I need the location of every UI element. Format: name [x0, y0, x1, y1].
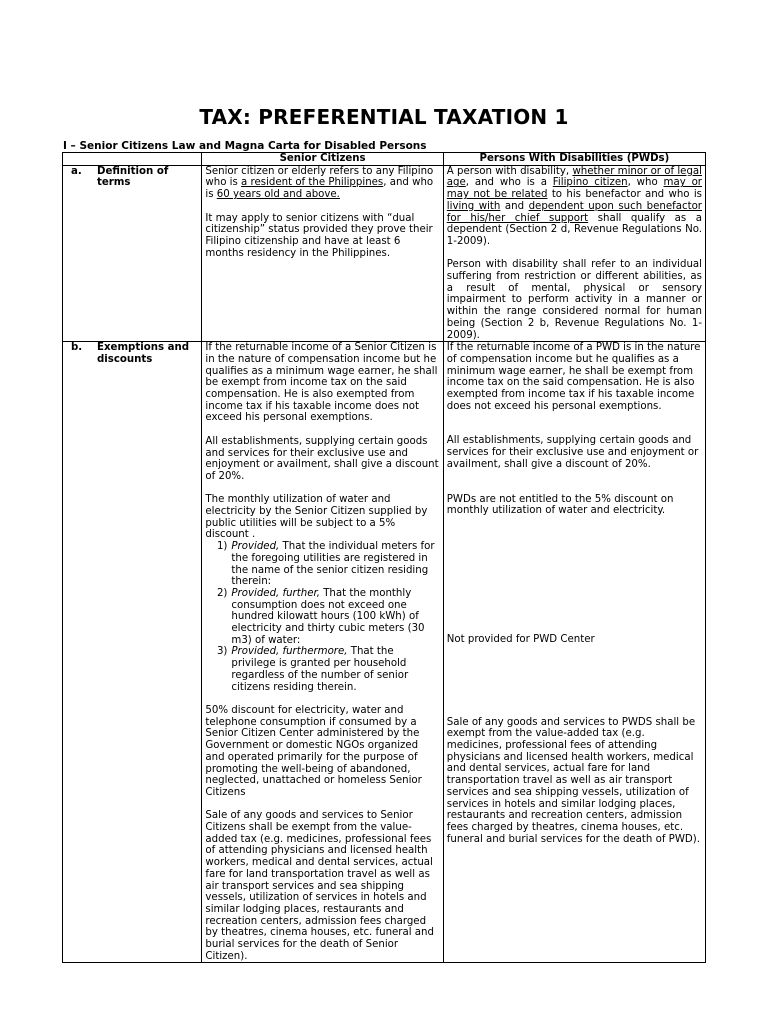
- pwd-exemptions-cell: [443, 342, 705, 963]
- header-pwds: Persons With Disabilities (PWDs): [443, 153, 705, 166]
- senior-vat-paragraph: Sale of any goods and services to Senior Citizens shall be exempt from the value-added tax (e.g. medicines, professional fees of attending physicians and licensed health workers, medical and dental services, actual fare for land transportation travel as well as air transport services and sea shipping vessels, utilization of services in hotels and similar lodging places, restaurants and recreation centers, admission fees charged by theatres, cinema houses, etc. funeral and burial services for the death of Senior Citizen).: [205, 810, 434, 962]
- pwd-dependent-paragraph: A person with disability, whether minor or of legal age, and who is a Filipino citizen, who may or may not be related to his benefactor and who is living with and dependent upon such benefactor for his/her chief support shall qualify as a dependent (Section 2 d, Revenue Regulations No. 1-2009).: [446, 165, 702, 247]
- senior-discount-paragraph: All establishments, supplying certain goods and services for their exclusive use and enjoyment or availment, shall give a discount of 20%.: [205, 435, 439, 482]
- senior-definition-paragraph: Senior citizen or elderly refers to any Filipino who is a resident of the Philippines, and who is 60 years old and above.: [205, 165, 434, 201]
- proviso-item: 1) Provided, That the individual meters for the foregoing utilities are registered in the name of the senior citizen residing therein:: [216, 541, 435, 588]
- senior-income-tax-paragraph: If the returnable income of a Senior Citizen is in the nature of compensation income but he qualifies as a minimum wage earner, he shall be exempt from income tax on the said compensation. He is also exempted from income tax if his taxable income does not exceed his personal exemptions.: [205, 342, 438, 424]
- proviso-item: 2) Provided, further, That the monthly consumption does not exceed one hundred kilowatt hours (100 kWh) of electricity and thirty cubic meters (30 m3) of water:: [216, 587, 425, 646]
- header-senior-citizens: Senior Citizens: [202, 153, 443, 166]
- row-label: Exemptions and discounts: [97, 342, 189, 365]
- pwd-utility-paragraph: PWDs are not entitled to the 5% discount on monthly utilization of water and electricity.: [446, 493, 674, 517]
- pwd-center-paragraph: Not provided for PWD Center: [446, 633, 595, 645]
- senior-exemptions-cell: [202, 342, 443, 963]
- page-title: TAX: PREFERENTIAL TAXATION 1: [199, 105, 569, 129]
- senior-center-paragraph: 50% discount for electricity, water and telephone consumption if consumed by a Senior Citizen Center administered by the Government or domestic NGOs organized and operated primarily for the purpose of promoting the well-being of abandoned, neglected, unattached or homeless Senior Citizens: [205, 704, 422, 798]
- senior-utility-paragraph: The monthly utilization of water and electricity by the Senior Citizen supplied by public utilities will be subject to a 5% discount .: [205, 494, 428, 541]
- table-header-row: [63, 153, 706, 166]
- row-label-cell: [63, 342, 202, 963]
- proviso-item: 3) Provided, furthermore, That the privilege is granted per household regardless of the number of senior citizens residing therein.: [216, 646, 409, 693]
- row-letter: a.: [71, 165, 82, 177]
- row-letter: b.: [71, 342, 83, 354]
- table-row-definition: [63, 165, 706, 342]
- pwd-discount-paragraph: All establishments, supplying certain goods and services for their exclusive use and enjoyment or availment, shall give a discount of 20%.: [446, 435, 699, 470]
- section-heading: I – Senior Citizens Law and Magna Carta for Disabled Persons: [63, 140, 427, 152]
- pwd-income-tax-paragraph: If the returnable income of a PWD is in the nature of compensation income but he qualifies as a minimum wage earner, he shall be exempt from income tax on the said compensation. He is also exempted from income tax if his taxable income does not exceed his personal exemptions.: [446, 342, 701, 412]
- proviso-list: [205, 541, 439, 693]
- pwd-definition-cell: [443, 165, 705, 342]
- pwd-definition-paragraph: Person with disability shall refer to an individual suffering from restriction or different abilities, as a result of mental, physical or sensory impairment to perform activity in a manner or within the range considered normal for human being (Section 2 b, Revenue Regulations No. 1-2009).: [446, 259, 702, 341]
- row-label: Definition of terms: [97, 165, 169, 189]
- table-row-exemptions: [63, 342, 706, 963]
- senior-dual-citizenship-paragraph: It may apply to senior citizens with “dual citizenship” status provided they prove their Filipino citizenship and have at least 6 months residency in the Philippines.: [205, 212, 433, 259]
- row-label-cell: [63, 165, 202, 342]
- senior-definition-cell: [202, 165, 443, 342]
- comparison-table: [62, 152, 706, 963]
- pwd-vat-paragraph: Sale of any goods and services to PWDS shall be exempt from the value-added tax (e.g. medicines, professional fees of attending physicians and licensed health workers, medical and dental services, actual fare for land transportation travel as well as air transport services and sea shipping vessels, utilization of services in hotels and similar lodging places, restaurants and recreation centers, admission fees charged by theatres, cinema houses, etc. funeral and burial services for the death of PWD).: [446, 716, 700, 845]
- header-empty-cell: [63, 153, 202, 166]
